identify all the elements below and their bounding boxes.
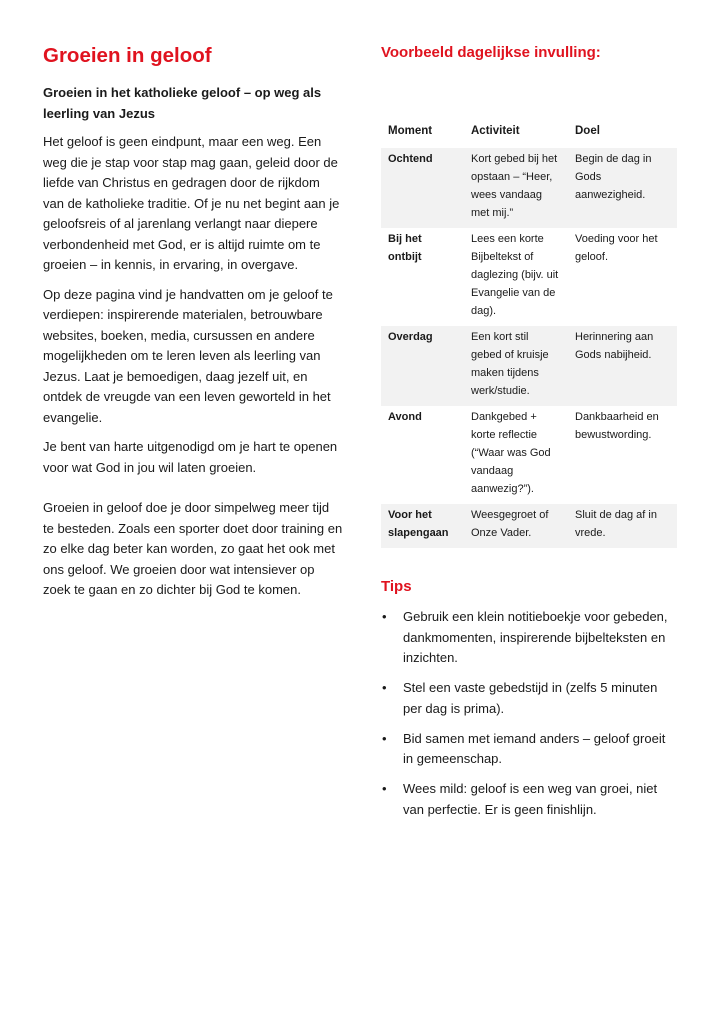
bullet-icon: • bbox=[382, 609, 387, 624]
right-column bbox=[381, 42, 677, 830]
tip-text: Wees mild: geloof is een weg van groei, niet van perfectie. Er is geen finishlijn. bbox=[403, 781, 658, 817]
table-row bbox=[381, 148, 677, 228]
tip-text: Gebruik een klein notitieboekje voor gebeden, dankmomenten, inspirerende bijbelteksten en inzichten. bbox=[403, 609, 668, 665]
cell-doel: Dankbaarheid en bewustwording. bbox=[575, 411, 659, 441]
header-doel: Doel bbox=[575, 125, 600, 137]
cell-doel: Begin de dag in Gods aanwezigheid. bbox=[568, 148, 677, 228]
cell-doel: Herinnering aan Gods nabijheid. bbox=[568, 326, 677, 406]
page-subtitle: Groeien in het katholieke geloof – op weg als leerling van Jezus bbox=[43, 85, 322, 121]
schedule-title: Voorbeeld dagelijkse invulling: bbox=[381, 44, 601, 61]
table-header-row bbox=[381, 116, 677, 148]
left-column bbox=[43, 42, 343, 601]
cell-moment: Voor het slapengaan bbox=[381, 504, 464, 548]
list-item bbox=[381, 678, 677, 719]
table-row bbox=[381, 228, 677, 326]
list-item bbox=[381, 729, 677, 770]
tips-title: Tips bbox=[381, 578, 412, 595]
cell-moment: Ochtend bbox=[381, 148, 464, 228]
intro-paragraph-1: Het geloof is geen eindpunt, maar een weg. Een weg die je stap voor stap mag gaan, geleid door de liefde van Christus en gedragen door de rijkdom van de katholieke traditie. Of je nu net begint aan je geloofsreis of al jarenlang verlangt naar diepere verbondenheid met God, er is altijd ruimte om te groeien – in kennis, in ervaring, in overgave. bbox=[43, 134, 340, 272]
table-row bbox=[381, 504, 677, 548]
intro-paragraph-2: Op deze pagina vind je handvatten om je geloof te verdiepen: inspirerende materialen, betrouwbare websites, boeken, media, cursussen en andere mogelijkheden om te leren leven als leerling van Jezus. Laat je bemoedigen, daag jezelf uit, en ontdek de vreugde van een leven geworteld in het evangelie. bbox=[43, 286, 333, 425]
intro-paragraph-3: Je bent van harte uitgenodigd om je hart te openen voor wat God in jou wil laten groeien. bbox=[43, 439, 338, 475]
daily-schedule-table bbox=[381, 116, 677, 548]
cell-activiteit: Lees een korte Bijbeltekst of daglezing (bijv. uit Evangelie van de dag). bbox=[471, 233, 559, 317]
cell-moment: Avond bbox=[388, 411, 422, 423]
cell-doel: Sluit de dag af in vrede. bbox=[568, 504, 677, 548]
header-moment: Moment bbox=[388, 125, 433, 137]
bullet-icon: • bbox=[382, 730, 387, 746]
cell-activiteit: Weesgegroet of Onze Vader. bbox=[464, 504, 568, 548]
tip-text: Stel een vaste gebedstijd in (zelfs 5 minuten per dag is prima). bbox=[403, 680, 658, 716]
cell-activiteit: Kort gebed bij het opstaan – “Heer, wees vandaag met mij.” bbox=[464, 148, 568, 228]
bullet-icon: • bbox=[382, 680, 387, 695]
header-activiteit: Activiteit bbox=[471, 125, 520, 137]
cell-moment: Overdag bbox=[381, 326, 464, 406]
cell-moment: Bij het ontbijt bbox=[388, 233, 422, 263]
list-item bbox=[381, 607, 677, 669]
table-row bbox=[381, 406, 677, 504]
tip-text: Bid samen met iemand anders – geloof groeit in gemeenschap. bbox=[403, 730, 666, 766]
tips-list bbox=[381, 607, 677, 820]
cell-activiteit: Een kort stil gebed of kruisje maken tijdens werk/studie. bbox=[464, 326, 568, 406]
cell-doel: Voeding voor het geloof. bbox=[575, 233, 658, 263]
bullet-icon: • bbox=[382, 781, 387, 796]
page-title: Groeien in geloof bbox=[43, 44, 212, 67]
list-item bbox=[381, 779, 677, 820]
table-row bbox=[381, 326, 677, 406]
intro-paragraph-4: Groeien in geloof doe je door simpelweg meer tijd te besteden. Zoals een sporter doet door training en zo elke dag beter kan worden, zo gaat het ook met ons geloof. We groeien door wat intensiever op zoek te gaan en zo dichter bij God te komen. bbox=[43, 500, 343, 597]
cell-activiteit: Dankgebed + korte reflectie (“Waar was God vandaag aanwezig?”). bbox=[471, 411, 551, 495]
